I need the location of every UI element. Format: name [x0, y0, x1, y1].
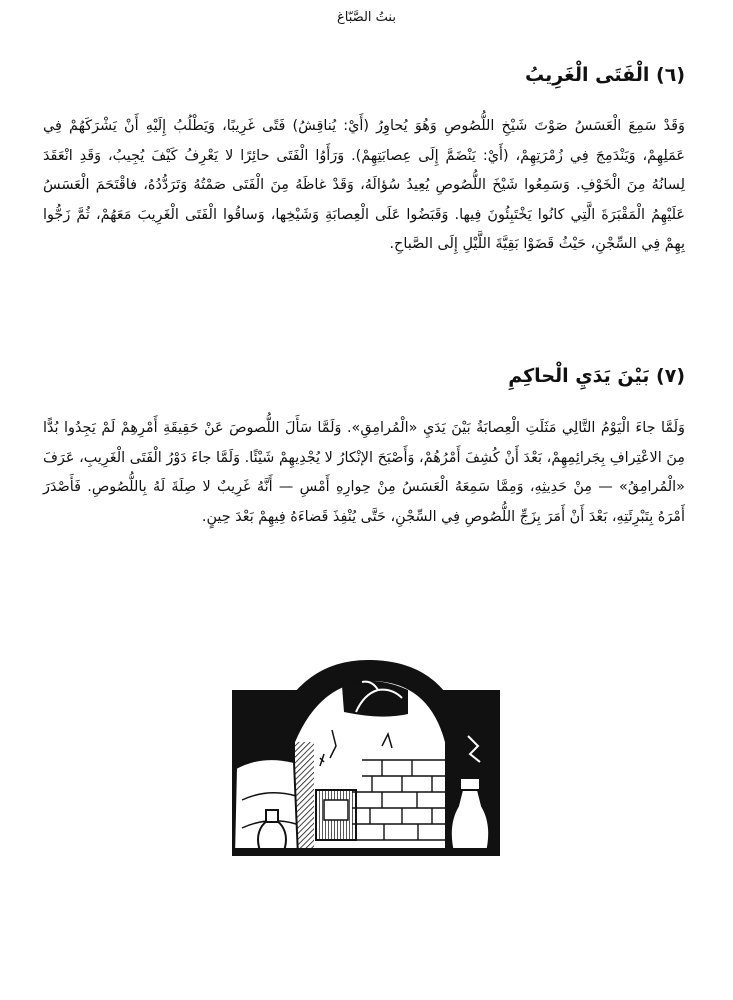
section-paragraph-7: وَلَمَّا جاءَ الْيَوْمُ التَّالِي مَثَلَتِ الْعِصابَةُ بَيْنَ يَدَيِ «الْمُرامِقِ». وَلَمَّا سَأَلَ اللُّصوصَ عَنْ حَقِيقَةِ أَمْرِهِمْ لَمْ يَجِدُوا بُدًّا مِنَ الاعْتِرافِ بِجَرائِمِهِمْ، بَعْدَ أَنْ كُشِفَ أَمْرُهُمْ، وَأَصْبَحَ الإنْكارُ لا يُجْدِيهِمْ شَيْئًا. وَلَمَّا جاءَ دَوْرُ الْفَتَى الْغَرِيبِ، عَرَفَ «الْمُرامِقُ» — مِنْ حَدِيثِهِ، وَمِمَّا سَمِعَهُ الْعَسَسُ مِنْ حِوارِهِ أَمْسِ — أَنَّهُ غَرِيبٌ لا صِلَةَ لَهُ بِاللُّصُوصِ. فَأَصْدَرَ أَمْرَهُ بِتَبْرِئَتِهِ، بَعْدَ أَنْ أَمَرَ بِزَجِّ اللُّصُوصِ فِي السِّجْنِ، حَتَّى يُنْفِذَ قَضاءَهُ فِيهِمْ بَعْدَ حِينٍ. [43, 420, 685, 525]
section-heading-6: (٦) الْفَتَى الْغَرِيبُ [525, 64, 685, 86]
running-head: بنتُ الصَّبّاغ [337, 10, 396, 25]
section-paragraph-6: وَقَدْ سَمِعَ الْعَسَسُ صَوْتَ شَيْخِ اللُّصُوصِ وَهُوَ يُحاوِرُ (أَيْ: يُناقِشُ) فَتًى غَرِيبًا، وَيَطْلُبُ إِلَيْهِ أَنْ يَشْرَكَهُمْ فِي عَمَلِهِمْ، وَيَنْدَمِجَ فِي زُمْرَتِهِمْ، (أَيْ: يَنْضَمَّ إِلَى عِصابَتِهِمْ). وَرَأَوُا الْفَتَى حائِرًا لا يَعْرِفُ كَيْفَ يُجِيبُ، وَقَدِ انْعَقَدَ لِسانُهُ مِنَ الْخَوْفِ. وَسَمِعُوا شَيْخَ اللُّصُوصِ يُعِيدُ سُؤالَهُ، وَقَدْ غاظَهُ مِنَ الْفَتَى صَمْتُهُ وَتَرَدُّدُهُ، فاقْتَحَمَ الْعَسَسُ عَلَيْهِمُ الْمَقْبَرَةَ الَّتِي كانُوا يَخْتَبِئُونَ فِيها. وَقَبَضُوا عَلَى الْعِصابَةِ وَشَيْخِها، وَساقُوا الْفَتَى الْغَرِيبَ مَعَهُمْ، ثُمَّ زَجُّوا بِهِمْ فِي السِّجْنِ، حَيْثُ قَضَوْا بَقِيَّةَ اللَّيْلِ إِلَى الصَّباحِ. [43, 118, 685, 252]
prison-cell-illustration [232, 650, 500, 856]
section-heading-7: (٧) بَيْنَ يَدَيِ الْحاكِمِ [508, 365, 685, 387]
